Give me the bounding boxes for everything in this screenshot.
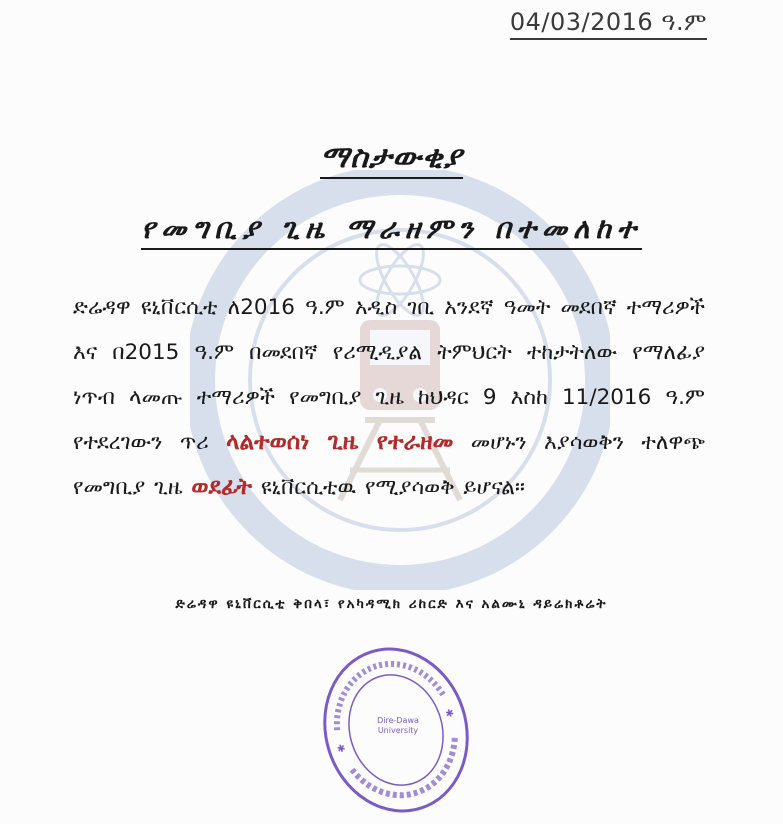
svg-text:✱: ✱ bbox=[335, 742, 348, 756]
body-text-part-1: ድሬዳዋ ዩኒቨርሲቲ ለ2016 ዓ.ም አዲስ ገቢ አንደኛ ዓመት መደበኛ ተማሪዎች እና በ2015 ዓ.ም በመደበኛ የሪሚዲያል ትምህርት ተከታትለው የማለፊያ ነጥብ ላመጡ ተማሪዎች የመግቢያ ጊዜ ከህዳር 9 እስከ 11/2016 ዓ.ም የተደረገውን ጥሪ bbox=[73, 295, 705, 455]
signoff-directorate: ድሬዳዋ ዩኒቨርሲቲ ቅበላ፣ የአካዳሚክ ሪከርድ እና አልሙኒ ዳይሬክቶሬት bbox=[175, 596, 608, 612]
body-highlight-postponed: ላልተወሰነ ጊዜ የተራዘመ bbox=[226, 429, 454, 455]
notice-title-row bbox=[0, 140, 783, 175]
body-text-part-2: መሆኑን እያሳወቅን ተለዋጭ የመግቢያ ጊዜ bbox=[73, 430, 705, 500]
notice-title: ማስታውቂያ bbox=[320, 140, 462, 179]
notice-subject-row bbox=[0, 212, 783, 246]
notice-body bbox=[73, 285, 705, 510]
stamp-center-text: Dire-Dawa University bbox=[377, 716, 419, 735]
notice-subject: የመግቢያ ጊዜ ማራዘምን በተመለከተ bbox=[141, 212, 642, 250]
notice-date: 04/03/2016 ዓ.ም bbox=[510, 8, 707, 40]
body-highlight-future: ወደፊት bbox=[191, 474, 253, 500]
body-text-part-3: ዩኒቨርሲቲዉ የሚያሳወቅ ይሆናል። bbox=[260, 475, 525, 500]
svg-text:✱: ✱ bbox=[444, 707, 456, 721]
